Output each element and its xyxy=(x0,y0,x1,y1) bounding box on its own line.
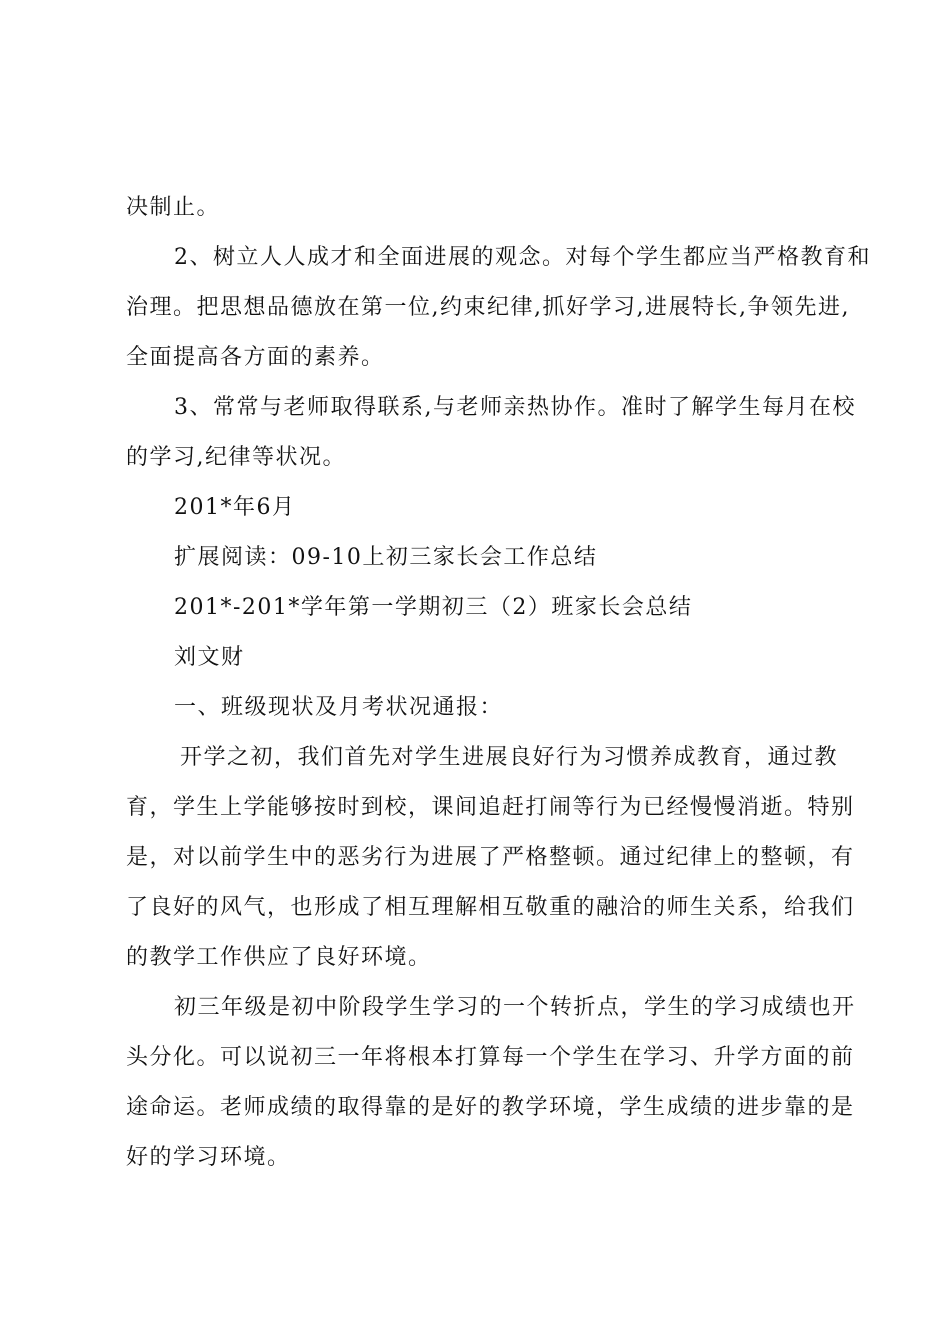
text-line-18: 头分化。可以说初三一年将根本打算每一个学生在学习、升学方面的前 xyxy=(126,1045,855,1070)
extended-reading-title: 扩展阅读：09-10上初三家长会工作总结 xyxy=(174,545,598,570)
section-heading: 一、班级现状及月考状况通报： xyxy=(174,695,504,720)
text-line-17: 初三年级是初中阶段学生学习的一个转折点，学生的学习成绩也开 xyxy=(174,995,856,1020)
text-line-13: 育，学生上学能够按时到校，课间追赶打闹等行为已经慢慢消逝。特别 xyxy=(126,795,855,820)
text-line-4: 全面提高各方面的素养。 xyxy=(126,345,385,370)
text-line-3: 治理。把思想品德放在第一位,约束纪律,抓好学习,进展特长,争领先进, xyxy=(126,295,850,320)
text-line-1: 决制止。 xyxy=(126,195,221,220)
text-line-15: 了良好的风气，也形成了相互理解相互敬重的融洽的师生关系，给我们 xyxy=(126,895,855,920)
author-name: 刘文财 xyxy=(174,645,245,670)
date-line: 201*年6月 xyxy=(174,495,296,520)
text-line-20: 好的学习环境。 xyxy=(126,1145,291,1170)
text-line-6: 的学习,纪律等状况。 xyxy=(126,445,346,470)
report-title: 201*-201*学年第一学期初三（2）班家长会总结 xyxy=(174,595,693,620)
text-line-14: 是，对以前学生中的恶劣行为进展了严格整顿。通过纪律上的整顿，有 xyxy=(126,845,855,870)
text-line-2: 2、树立人人成才和全面进展的观念。对每个学生都应当严格教育和 xyxy=(174,245,871,270)
text-line-19: 途命运。老师成绩的取得靠的是好的教学环境，学生成绩的进步靠的是 xyxy=(126,1095,855,1120)
text-line-16: 的教学工作供应了良好环境。 xyxy=(126,945,432,970)
text-line-12: 开学之初，我们首先对学生进展良好行为习惯养成教育，通过教 xyxy=(180,745,839,770)
text-line-5: 3、常常与老师取得联系,与老师亲热协作。准时了解学生每月在校 xyxy=(174,395,856,420)
